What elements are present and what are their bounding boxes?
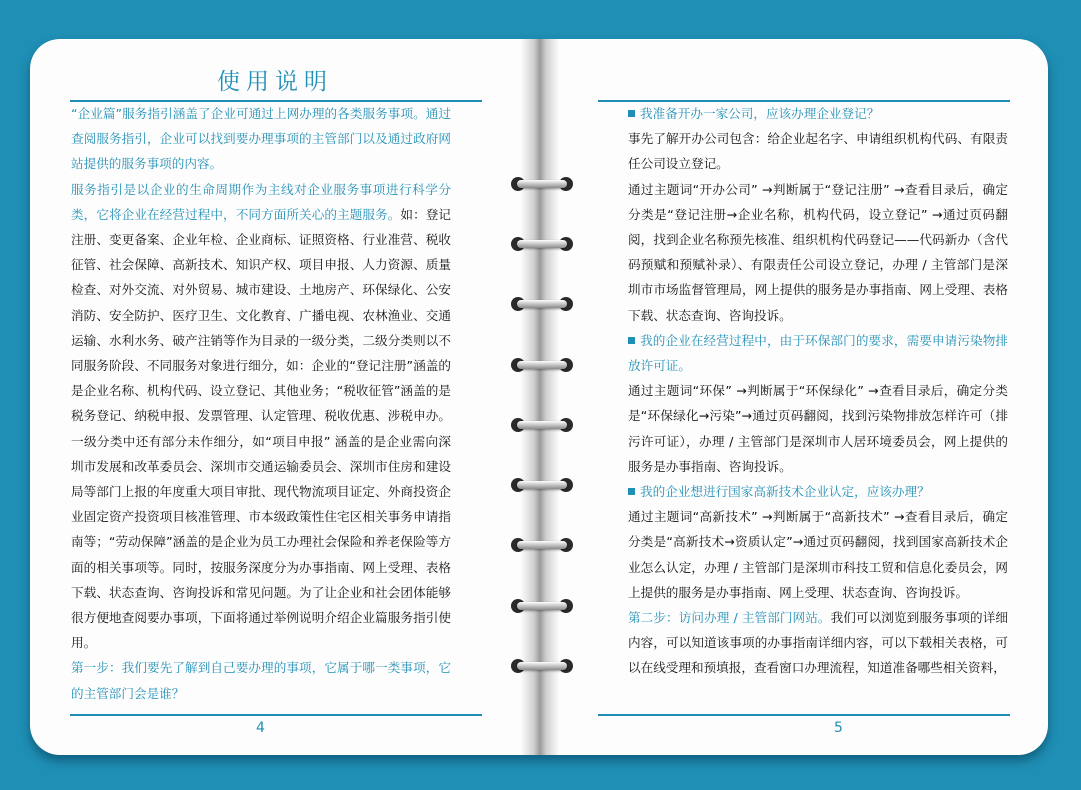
answer-1b: 通过主题词“开办公司” →判断属于“登记注册” →查看目录后，确定分类是“登记注册→企业名称，机构代码，设立登记” →通过页码翻阅，找到企业名称预先核准、组织机构代码登记——代码新办（含代码预赋和预赋补录）、有限责任公司设立登记，办理 / 主管部门是深圳市市场监督管理局，网上提供的服务是办事指南、网上受理、表格下载、状态查询、咨询投诉。	[628, 181, 1008, 323]
bottom-rule	[598, 714, 1010, 716]
answer-2: 通过主题词“环保” →判断属于“环保绿化” →查看目录后，确定分类是“环保绿化→污染”→通过页码翻阅，找到污染物排放怎样许可（排污许可证），办理 / 主管部门是深圳市人居环境委员会，网上提供的服务是办事指南、咨询投诉。	[628, 383, 1008, 474]
binding-ring	[509, 357, 575, 373]
page-number: 5	[834, 720, 843, 736]
question-3	[628, 479, 1008, 504]
question-3-text: 我的企业想进行国家高新技术企业认定，应该办理？	[640, 484, 930, 500]
bottom-rule	[70, 714, 482, 716]
ring-wire	[517, 481, 567, 489]
ring-wire	[517, 602, 567, 610]
right-page-text	[628, 101, 1008, 681]
page-title: 使用说明	[217, 69, 333, 95]
binding-ring	[509, 417, 575, 433]
binding-ring	[509, 598, 575, 614]
question-1	[628, 101, 1008, 126]
ring-wire	[517, 240, 567, 248]
lifecycle-paragraph	[71, 177, 451, 656]
lifecycle-highlight: 服务指引是以企业的生命周期作为主线对企业服务事项进行科学分类，它将企业在经营过程中，不同方面所关心的主题服务。	[71, 181, 451, 222]
ring-wire	[517, 421, 567, 429]
ring-wire	[517, 361, 567, 369]
square-bullet-icon	[628, 337, 635, 344]
step2-paragraph	[628, 605, 1008, 681]
square-bullet-icon	[628, 488, 635, 495]
question-1-text: 我准备开办一家公司，应该办理企业登记？	[640, 106, 880, 121]
binding-ring	[509, 658, 575, 674]
binding-ring	[509, 176, 575, 192]
square-bullet-icon	[628, 110, 635, 117]
ring-wire	[517, 541, 567, 549]
step2-text: 我们可以浏览到服务事项的详细内容，可以知道该事项的办事指南详细内容，可以下载相关表格，可以在线受理和预填报，查看窗口办理流程，知道准备哪些相关资料，	[628, 610, 1009, 676]
left-page-text	[71, 101, 451, 706]
right-page	[560, 39, 1048, 755]
step1-paragraph: 第一步：我们要先了解到自己要办理的事项，它属于哪一类事项，它的主管部门会是谁？	[71, 660, 451, 701]
question-2	[628, 328, 1008, 378]
intro-paragraph: “企业篇”服务指引涵盖了企业可通过上网办理的各类服务事项。通过查阅服务指引，企业可以找到要办理事项的主管部门以及通过政府网站提供的服务事项的内容。	[71, 106, 451, 172]
step2-label: 第二步：访问办理 / 主管部门网站。	[628, 610, 831, 626]
book-gutter	[520, 39, 560, 755]
ring-wire	[517, 180, 567, 188]
binding-ring	[509, 537, 575, 553]
lifecycle-rest: 如：登记注册、变更备案、企业年检、企业商标、证照资格、行业准营、税收征管、社会保障、高新技术、知识产权、项目申报、人力资源、质量检查、对外交流、对外贸易、城市建设、土地房产、环保绿化、公安消防、安全防护、医疗卫生、文化教育、广播电视、农林渔业、交通运输、水利水务、破产注销等作为目录的一级分类，二级分类则以不同服务阶段、不同服务对象进行细分，如：企业的“登记注册”涵盖的是企业名称、机构代码、设立登记、其他业务；“税收征管”涵盖的是税务登记、纳税申报、发票管理、认定管理、税收优惠、涉税申办。一级分类中还有部分未作细分，如“项目申报” 涵盖的是企业需向深圳市发展和改革委员会、深圳市交通运输委员会、深圳市住房和建设局等部门上报的年度重大项目审批、现代物流项目证定、外商投资企业固定资产投资项目核准管理、市本级政策性住宅区相关事务申请指南等；“劳动保障”涵盖的是企业为员工办理社会保险和养老保险等方面的相关事项等。同时，按服务深度分为办事指南、网上受理、表格下载、状态查询、咨询投诉和常见问题。为了让企业和社会团体能够很方便地查阅要办事项，下面将通过举例说明介绍企业篇服务指引使用。	[71, 206, 452, 651]
ring-wire	[517, 300, 567, 308]
binding-ring	[509, 236, 575, 252]
left-page	[30, 39, 520, 755]
question-2-text: 我的企业在经营过程中，由于环保部门的要求，需要申请污染物排放许可证。	[628, 332, 1008, 374]
answer-3: 通过主题词“高新技术” →判断属于“高新技术” →查看目录后，确定分类是“高新技术→资质认定”→通过页码翻阅，找到国家高新技术企业怎么认定，办理 / 主管部门是深圳市科技工贸和信息化委员会，网上提供的服务是办事指南、网上受理、状态查询、咨询投诉。	[628, 509, 1008, 600]
ring-wire	[517, 662, 567, 670]
binding-ring	[509, 477, 575, 493]
open-book	[30, 39, 1048, 755]
answer-1: 事先了解开办公司包含：给企业起名字、申请组织机构代码、有限责任公司设立登记。	[628, 131, 1008, 172]
binding-ring	[509, 296, 575, 312]
page-number: 4	[256, 720, 265, 736]
